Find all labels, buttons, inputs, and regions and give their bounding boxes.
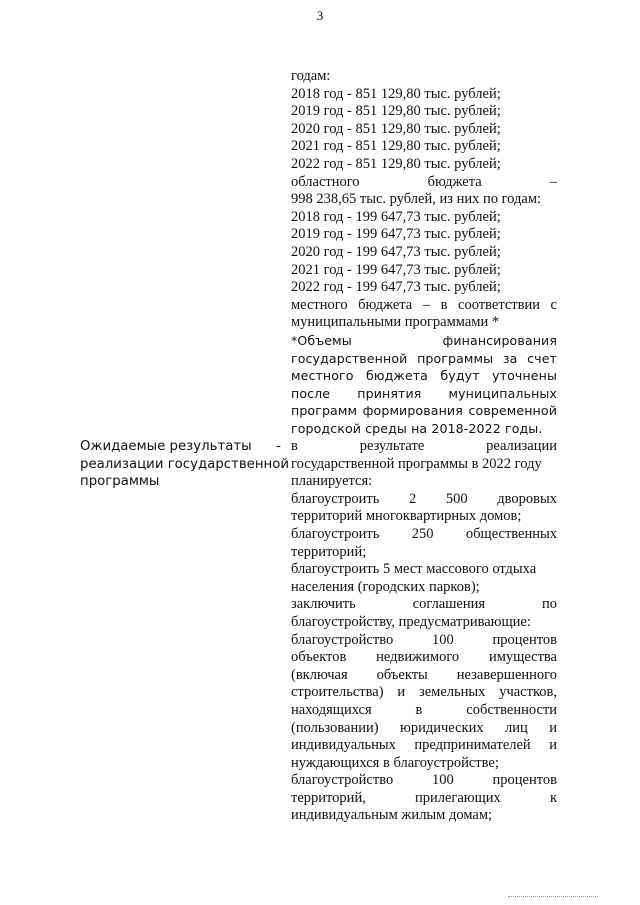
financing-line: 2022 год - 851 129,80 тыс. рублей; [291,155,501,172]
expected-results-label [80,438,290,491]
financing-line: 998 238,65 тыс. рублей, из них по годам: [291,191,542,208]
financing-line: программ формирования современной [291,403,557,419]
financing-line: областного бюджета – [291,173,557,190]
financing-line: *Объемы финансирования [291,332,557,348]
results-line: благоустройству, предусматривающие: [291,613,531,630]
results-line: планируется: [291,473,373,490]
results-line: индивидуальных предпринимателей и [291,737,557,754]
results-line: строительства) и земельных участков, [291,684,557,701]
results-line: в результате реализации [291,438,557,454]
financing-line: 2019 год - 199 647,73 тыс. рублей; [291,226,501,243]
results-line: индивидуальным жилым домам; [291,807,493,824]
financing-line: 2018 год - 851 129,80 тыс. рублей; [291,85,501,102]
label-dash: - [276,438,281,454]
expected-results-text [291,438,557,825]
financing-line: 2021 год - 199 647,73 тыс. рублей; [291,261,501,278]
results-line: находящихся в собственности [291,701,557,718]
financing-line: муниципальными программами * [291,314,500,331]
results-label-line: реализации государственной [80,456,290,472]
results-line: территорий, прилегающих к [291,789,557,806]
results-line: (пользовании) юридических лиц и [291,719,557,736]
financing-line: государственной программы за счет [291,350,557,366]
page-number: 3 [316,8,324,23]
financing-line: после принятия муниципальных [291,385,557,401]
financing-line: годам: [291,68,331,84]
financing-line: 2020 год - 851 129,80 тыс. рублей; [291,120,501,137]
results-line: (включая объекты незавершенного [291,666,557,683]
results-line: объектов недвижимого имущества [291,649,557,666]
financing-line: 2020 год - 199 647,73 тыс. рублей; [291,243,501,260]
results-label-line: Ожидаемые результаты [80,439,252,454]
financing-line: городской среды на 2018-2022 годы. [291,420,543,436]
financing-line: 2018 год - 199 647,73 тыс. рублей; [291,208,501,225]
financing-line: местного бюджета будут уточнены [291,368,557,384]
results-line: населения (городских парков); [291,578,480,595]
results-line: благоустроить 250 общественных [291,525,557,542]
financing-volume-text [291,68,557,437]
financing-line: 2019 год - 851 129,80 тыс. рублей; [291,103,501,120]
financing-line: местного бюджета – в соответствии с [291,296,557,313]
results-label-line: программы [80,474,160,490]
results-line: благоустроить 5 мест массового отдыха [291,561,537,578]
results-line: благоустройство 100 процентов [291,631,557,648]
results-line: нуждающихся в благоустройстве; [291,754,499,771]
financing-line: 2022 год - 199 647,73 тыс. рублей; [291,279,501,296]
results-line: территорий многоквартирных домов; [291,508,522,525]
results-line: государственной программы в 2022 году [291,455,542,472]
results-line: территорий; [291,543,367,560]
financing-line: 2021 год - 851 129,80 тыс. рублей; [291,138,501,155]
results-line: благоустройство 100 процентов [291,772,557,789]
scan-artifact-mark [508,896,598,900]
results-line: заключить соглашения по [291,596,557,613]
results-line: благоустроить 2 500 дворовых [291,490,557,507]
